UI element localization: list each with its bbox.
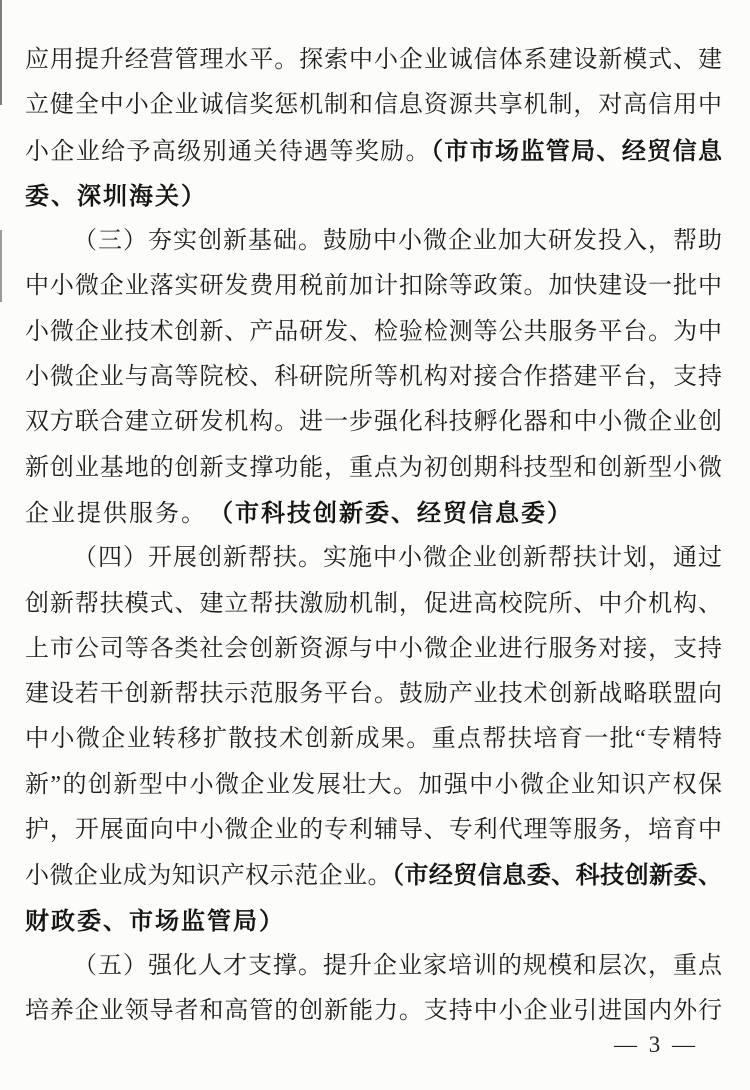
document-page (25, 38, 722, 1035)
body-text: （四）开展创新帮扶。实施中小微企业创新帮扶计划，通过 (73, 545, 722, 572)
body-text: 双方联合建立研发机构。进一步强化科技孵化器和中小微企业创 (25, 409, 722, 436)
text-line (25, 446, 722, 491)
body-text: 创新帮扶模式、建立帮扶激励机制，促进高校院所、中介机构、 (25, 590, 722, 617)
text-line (25, 129, 722, 174)
text-line (25, 264, 722, 309)
responsible-agencies: 委、深圳海关） (25, 181, 207, 210)
body-text: 上市公司等各类社会创新资源与中小微企业进行服务对接，支持 (25, 635, 722, 662)
page-number: — 3 — (614, 1032, 698, 1057)
responsible-agencies: （市经贸信息委、科技创新委、 (391, 861, 722, 890)
scan-edge-artifact (0, 0, 2, 105)
body-text: 护，开展面向中小微企业的专利辅导、专利代理等服务，培育中 (25, 817, 722, 844)
body-text: 小企业给予高级别通关待遇等奖励。 (25, 138, 431, 165)
text-line (25, 989, 722, 1034)
body-text: 企业提供服务。 (25, 500, 221, 527)
text-line (25, 763, 722, 808)
body-text: 中小微企业转移扩散技术创新成果。重点帮扶培育一批“专精特 (25, 726, 722, 753)
text-line (25, 38, 722, 83)
text-line (25, 355, 722, 400)
text-line (25, 717, 722, 762)
body-text: 新”的创新型中小微企业发展壮大。加强中小微企业知识产权保 (25, 771, 722, 798)
text-line (25, 582, 722, 627)
text-line (25, 808, 722, 853)
body-text: 立健全中小企业诚信奖惩机制和信息资源共享机制，对高信用中 (25, 92, 722, 119)
scan-edge-artifact (0, 230, 2, 302)
body-text: 新创业基地的创新支撑功能，重点为初创期科技型和创新型小微 (25, 454, 722, 481)
body-text: 小微企业成为知识产权示范企业。 (25, 863, 392, 890)
text-line (25, 174, 722, 219)
body-text: 应用提升经营管理水平。探索中小企业诚信体系建设新模式、建 (25, 47, 722, 73)
text-line (25, 672, 722, 717)
section-heading-line (25, 536, 722, 581)
text-line (25, 899, 722, 944)
section-heading-line (25, 219, 722, 264)
body-text: 建设若干创新帮扶示范服务平台。鼓励产业技术创新战略联盟向 (25, 681, 722, 708)
body-text: 小微企业与高等院校、科研院所等机构对接合作搭建平台，支持 (25, 364, 722, 391)
text-line (25, 627, 722, 672)
body-text: （五）强化人才支撑。提升企业家培训的规模和层次，重点 (73, 952, 722, 979)
section-heading-line (25, 944, 722, 989)
body-text: 中小微企业落实研发费用税前加计扣除等政策。加快建设一批中 (25, 273, 722, 300)
text-line (25, 83, 722, 128)
body-text: 培养企业领导者和高管的创新能力。支持中小企业引进国内外行 (25, 998, 722, 1025)
text-line (25, 310, 722, 355)
text-line (25, 853, 722, 898)
body-text: 小微企业技术创新、产品研发、检验检测等公共服务平台。为中 (25, 318, 722, 345)
body-text: （三）夯实创新基础。鼓励中小微企业加大研发投入，帮助 (73, 228, 722, 255)
text-line (25, 400, 722, 445)
responsible-agencies: （市科技创新委、经贸信息委） (221, 498, 573, 527)
responsible-agencies: 财政委、市场监管局） (25, 906, 285, 935)
text-line (25, 491, 722, 536)
responsible-agencies: （市市场监管局、经贸信息 (430, 136, 722, 165)
